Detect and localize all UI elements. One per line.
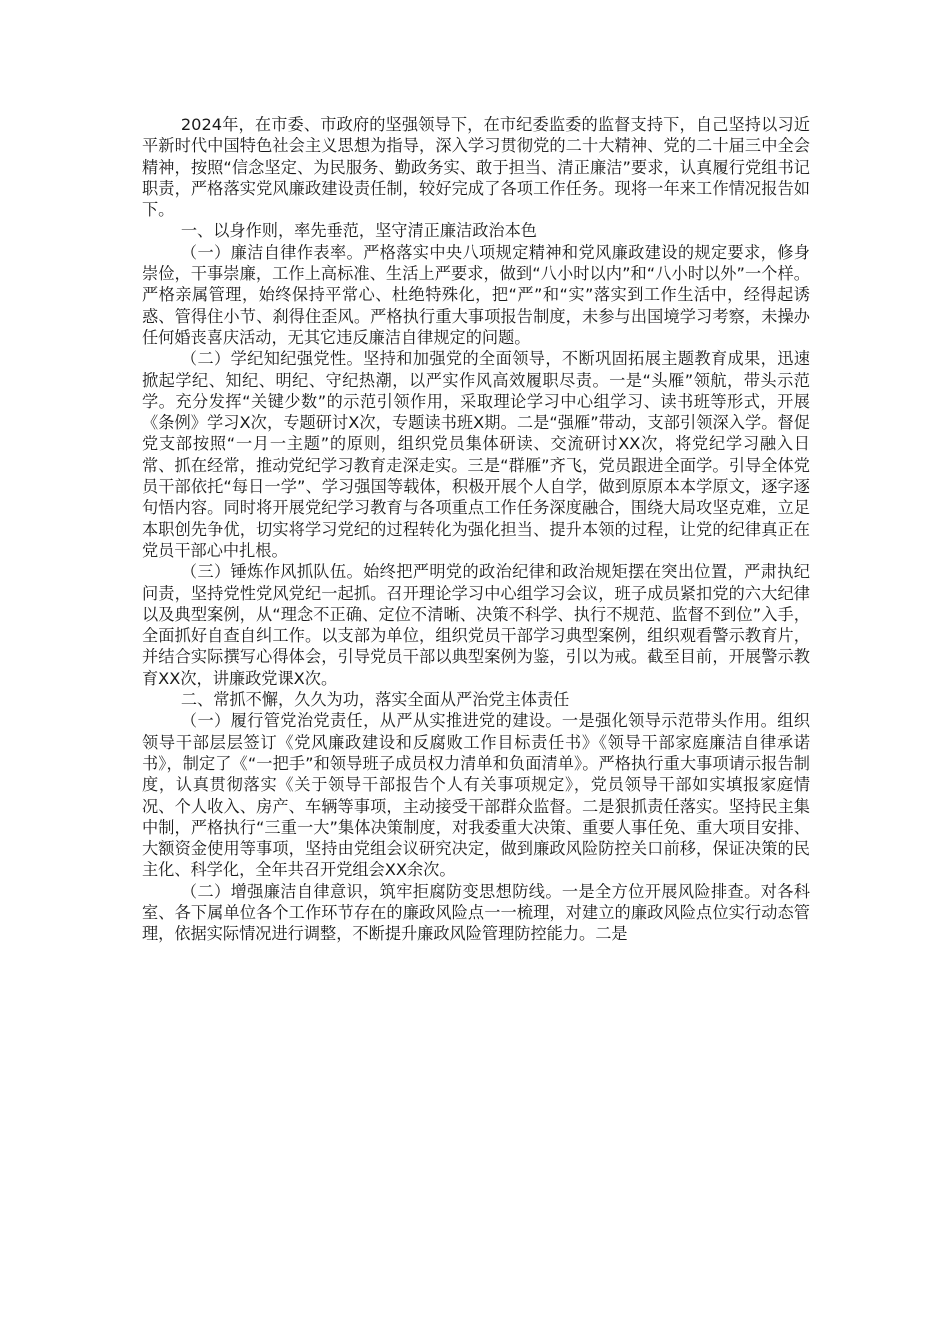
section-1-paragraph-3: （三）锤炼作风抓队伍。始终把严明党的政治纪律和政治规矩摆在突出位置，严肃执纪问责，坚持党性党风党纪一起抓。召开理论学习中心组学习会议，班子成员紧扣党的六大纪律以及典型案例，从“理念不正确、定位不清晰、决策不科学、执行不规范、监督不到位”入手，全面抓好自查自纠工作。以支部为单位，组织党员干部学习典型案例，组织观看警示教育片，并结合实际撰写心得体会，引导党员干部以典型案例为鉴，引以为戒。截至目前，开展警示教育XX次，讲廉政党课X次。 [142,562,810,688]
section-1-paragraph-2: （二）学纪知纪强党性。坚持和加强党的全面领导，不断巩固拓展主题教育成果，迅速掀起学纪、知纪、明纪、守纪热潮，以严实作风高效履职尽责。一是“头雁”领航，带头示范学。充分发挥“关键少数”的示范引领作用，采取理论学习中心组学习、读书班等形式，开展《条例》学习X次，专题研讨X次，专题读书班X期。二是“强雁”带动，支部引领深入学。督促党支部按照“一月一主题”的原则，组织党员集体研读、交流研讨XX次，将党纪学习融入日常、抓在经常，推动党纪学习教育走深走实。三是“群雁”齐飞，党员跟进全面学。引导全体党员干部依托“每日一学”、学习强国等载体，积极开展个人自学，做到原原本本学原文，逐字逐句悟内容。同时将开展党纪学习教育与各项重点工作任务深度融合，围绕大局攻坚克难，立足本职创先争优，切实将学习党纪的过程转化为强化担当、提升本领的过程，让党的纪律真正在党员干部心中扎根。 [142,349,810,560]
document-body [142,114,810,945]
section-1-paragraph-1: （一）廉洁自律作表率。严格落实中央八项规定精神和党风廉政建设的规定要求，修身崇俭，干事崇廉，工作上高标准、生活上严要求，做到“八小时以内”和“八小时以外”一个样。严格亲属管理，始终保持平常心、杜绝特殊化，把“严”和“实”落实到工作生活中，经得起诱惑、管得住小节、刹得住歪风。严格执行重大事项报告制度，未参与出国境学习考察，未操办任何婚丧喜庆活动，无其它违反廉洁自律规定的问题。 [142,242,810,347]
section-2-heading: 二、常抓不懈，久久为功，落实全面从严治党主体责任 [180,690,570,710]
section-1-heading: 一、以身作则，率先垂范，坚守清正廉洁政治本色 [180,221,537,241]
intro-paragraph: 2024年，在市委、市政府的坚强领导下，在市纪委监委的监督支持下，自己坚持以习近平新时代中国特色社会主义思想为指导，深入学习贯彻党的二十大精神、党的二十届三中全会精神，按照“信念坚定、为民服务、勤政务实、敢于担当、清正廉洁”要求，认真履行党组书记职责，严格落实党风廉政建设责任制，较好完成了各项工作任务。现将一年来工作情况报告如下。 [142,115,810,220]
section-2-paragraph-1: （一）履行管党治党责任，从严从实推进党的建设。一是强化领导示范带头作用。组织领导干部层层签订《党风廉政建设和反腐败工作目标责任书》《领导干部家庭廉洁自律承诺书》，制定了《“一把手”和领导班子成员权力清单和负面清单》。严格执行重大事项请示报告制度，认真贯彻落实《关于领导干部报告个人有关事项规定》，党员领导干部如实填报家庭情况、个人收入、房产、车辆等事项，主动接受干部群众监督。二是狠抓责任落实。坚持民主集中制，严格执行“三重一大”集体决策制度，对我委重大决策、重要人事任免、重大项目安排、大额资金使用等事项，坚持由党组会议研究决定，做到廉政风险防控关口前移，保证决策的民主化、科学化，全年共召开党组会XX余次。 [142,711,810,880]
section-2-paragraph-2: （二）增强廉洁自律意识，筑牢拒腐防变思想防线。一是全方位开展风险排查。对各科室、各下属单位各个工作环节存在的廉政风险点一一梳理，对建立的廉政风险点位实行动态管理，依据实际情况进行调整，不断提升廉政风险管理防控能力。二是 [142,881,810,944]
